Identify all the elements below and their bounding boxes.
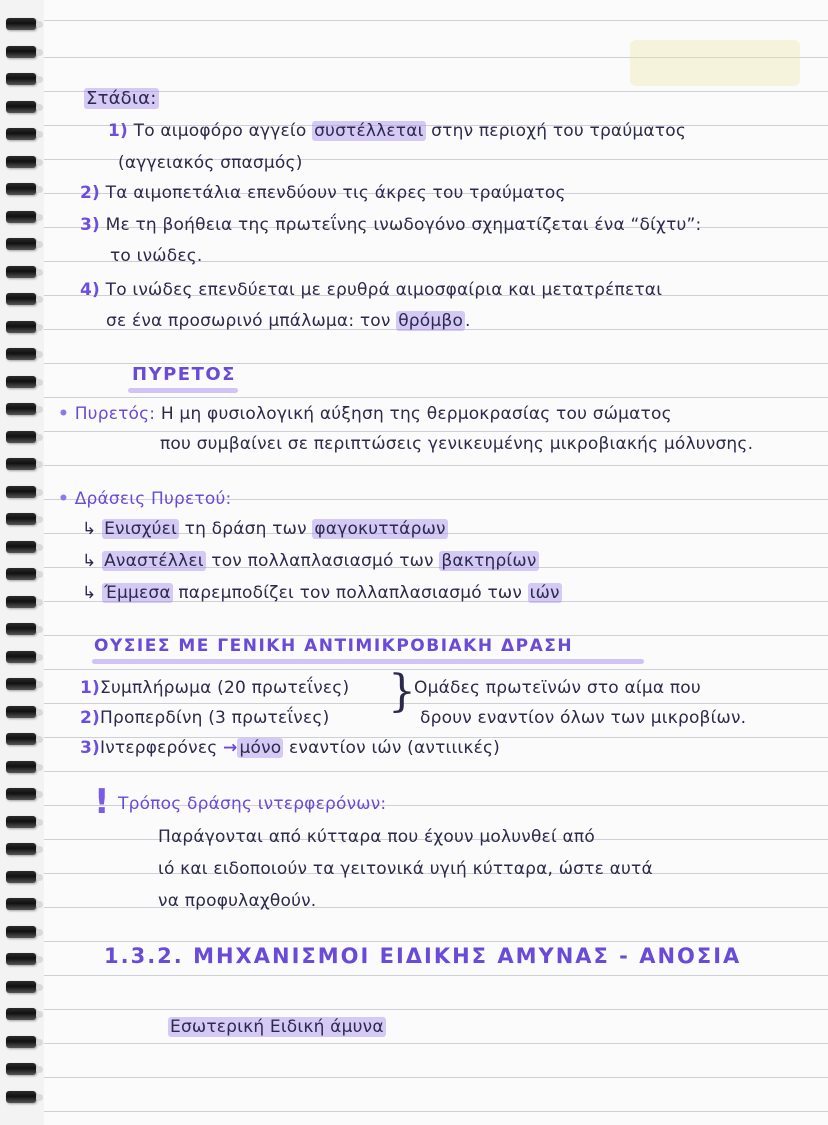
spiral-ring xyxy=(6,596,36,608)
punch-hole xyxy=(36,296,43,303)
draseis-item-2: ↳ Αναστέλλει τον πολλαπλασιασμό των βακτηρίων xyxy=(82,551,537,571)
tropos-line-1: Παράγονται από κύτταρα που έχουν μολυνθεί από xyxy=(158,827,595,847)
ousies-item-1: 1)Συμπλήρωμα (20 πρωτεΐνες) xyxy=(80,678,350,698)
spiral-ring xyxy=(6,981,36,993)
punch-hole xyxy=(36,269,43,276)
punch-hole xyxy=(36,516,43,523)
draseis-item-1: ↳ Ενισχύει τη δράση των φαγοκυττάρων xyxy=(82,519,446,539)
section-heading: 1.3.2. ΜΗΧΑΝΙΣΜΟΙ ΕΙΔΙΚΗΣ ΑΜΥΝΑΣ - ΑΝΟΣΙΑ xyxy=(104,944,742,968)
spiral-ring xyxy=(6,266,36,278)
punch-hole xyxy=(36,406,43,413)
spiral-ring xyxy=(6,568,36,580)
brace-text-2: δρουν εναντίον όλων των μικροβίων. xyxy=(420,708,747,728)
punch-hole xyxy=(36,764,43,771)
punch-hole xyxy=(36,131,43,138)
spiral-ring xyxy=(6,376,36,388)
spiral-ring xyxy=(6,431,36,443)
spiral-ring xyxy=(6,128,36,140)
spiral-ring xyxy=(6,46,36,58)
spiral-ring xyxy=(6,926,36,938)
punch-hole xyxy=(36,874,43,881)
spiral-ring xyxy=(6,101,36,113)
punch-hole xyxy=(36,159,43,166)
spiral-ring xyxy=(6,458,36,470)
spiral-ring xyxy=(6,898,36,910)
punch-hole xyxy=(36,791,43,798)
brace-text-1: Ομάδες πρωτεϊνών στο αίμα που xyxy=(414,678,701,698)
spiral-ring xyxy=(6,678,36,690)
punch-hole xyxy=(36,351,43,358)
stadia-item-3-cont: το ινώδες. xyxy=(110,246,203,266)
grouping-brace: } xyxy=(388,666,416,717)
spiral-ring xyxy=(6,623,36,635)
punch-hole xyxy=(36,599,43,606)
ousies-underline xyxy=(92,659,644,664)
punch-hole xyxy=(36,461,43,468)
punch-hole xyxy=(36,214,43,221)
punch-hole xyxy=(36,846,43,853)
stadia-item-1-cont: (αγγειακός σπασμός) xyxy=(118,153,303,173)
punch-hole xyxy=(36,681,43,688)
spiral-ring xyxy=(6,183,36,195)
spiral-ring xyxy=(6,733,36,745)
punch-hole xyxy=(36,709,43,716)
stadia-item-4-cont: σε ένα προσωρινό μπάλωμα: τον θρόμβο . xyxy=(106,311,471,331)
spiral-ring xyxy=(6,18,36,30)
spiral-ring xyxy=(6,871,36,883)
ousies-item-3: 3)Ιντερφερόνες → μόνο εναντίον ιών (αντιιικές) xyxy=(80,738,500,758)
spiral-ring xyxy=(6,706,36,718)
pyretos-heading: ΠΥΡΕΤΟΣ xyxy=(132,364,236,385)
spiral-ring xyxy=(6,788,36,800)
spiral-ring xyxy=(6,348,36,360)
punch-hole xyxy=(36,544,43,551)
ousies-heading: ΟΥΣΙΕΣ ΜΕ ΓΕΝΙΚΗ ΑΝΤΙΜΙΚΡΟΒΙΑΚΗ ΔΡΑΣΗ xyxy=(94,636,574,656)
spiral-ring xyxy=(6,816,36,828)
punch-hole xyxy=(36,104,43,111)
spiral-ring xyxy=(6,1091,36,1103)
spiral-ring xyxy=(6,211,36,223)
punch-hole xyxy=(36,571,43,578)
tropos-title: Τρόπος δράσης ιντερφερόνων: xyxy=(118,794,387,814)
spiral-ring xyxy=(6,651,36,663)
punch-hole xyxy=(36,186,43,193)
punch-hole xyxy=(36,324,43,331)
spiral-ring xyxy=(6,403,36,415)
spiral-ring xyxy=(6,1036,36,1048)
punch-hole xyxy=(36,901,43,908)
pyretos-definition-cont: που συμβαίνει σε περιπτώσεις γενικευμένης μικροβιακής μόλυνσης. xyxy=(160,434,754,454)
punch-hole xyxy=(36,984,43,991)
punch-hole xyxy=(36,1011,43,1018)
punch-hole xyxy=(36,1094,43,1101)
spiral-ring xyxy=(6,73,36,85)
ousies-item-2: 2)Προπερδίνη (3 πρωτεΐνες) xyxy=(80,708,330,728)
punch-hole xyxy=(36,1039,43,1046)
tropos-line-3: να προφυλαχθούν. xyxy=(158,891,317,911)
faded-sticker xyxy=(630,40,800,86)
spiral-ring xyxy=(6,1063,36,1075)
stadia-item-3: 3) Με τη βοήθεια της πρωτεΐνης ινωδογόνο σχηματίζεται ένα “δίχτυ”: xyxy=(80,215,702,235)
pyretos-underline xyxy=(128,388,238,393)
spiral-ring xyxy=(6,513,36,525)
punch-hole xyxy=(36,49,43,56)
punch-hole xyxy=(36,736,43,743)
punch-hole xyxy=(36,241,43,248)
spiral-ring xyxy=(6,238,36,250)
punch-hole xyxy=(36,956,43,963)
spiral-ring xyxy=(6,541,36,553)
stadia-item-1: 1) Το αιμοφόρο αγγείο συστέλλεται στην περιοχή του τραύματος xyxy=(108,121,687,141)
spiral-ring xyxy=(6,156,36,168)
section-subheading: Εσωτερική Ειδική άμυνα xyxy=(170,1017,384,1037)
punch-hole xyxy=(36,654,43,661)
punch-hole xyxy=(36,1066,43,1073)
punch-hole xyxy=(36,929,43,936)
draseis-title: • Δράσεις Πυρετού: xyxy=(58,489,232,509)
spiral-ring xyxy=(6,843,36,855)
stadia-item-4: 4) Το ινώδες επενδύεται με ερυθρά αιμοσφαίρια και μετατρέπεται xyxy=(80,280,663,300)
stadia-item-2: 2) Τα αιμοπετάλια επενδύουν τις άκρες του τραύματος xyxy=(80,183,566,203)
spiral-ring xyxy=(6,486,36,498)
punch-hole xyxy=(36,489,43,496)
spiral-ring xyxy=(6,761,36,773)
stadia-title: Στάδια: xyxy=(86,88,157,109)
draseis-item-3: ↳ Έμμεσα παρεμποδίζει τον πολλαπλασιασμό των ιών xyxy=(82,583,560,603)
spiral-ring xyxy=(6,321,36,333)
tropos-line-2: ιό και ειδοποιούν τα γειτονικά υγιή κύτταρα, ώστε αυτά xyxy=(158,859,653,879)
spiral-binding xyxy=(0,0,44,1125)
punch-hole xyxy=(36,21,43,28)
punch-hole xyxy=(36,76,43,83)
pyretos-definition: • Πυρετός: Η μη φυσιολογική αύξηση της θερμοκρασίας του σώματος xyxy=(58,404,672,424)
punch-hole xyxy=(36,434,43,441)
spiral-ring xyxy=(6,293,36,305)
exclamation-mark: ! xyxy=(94,782,110,822)
spiral-ring xyxy=(6,953,36,965)
punch-hole xyxy=(36,379,43,386)
punch-hole xyxy=(36,819,43,826)
spiral-ring xyxy=(6,1008,36,1020)
punch-hole xyxy=(36,626,43,633)
